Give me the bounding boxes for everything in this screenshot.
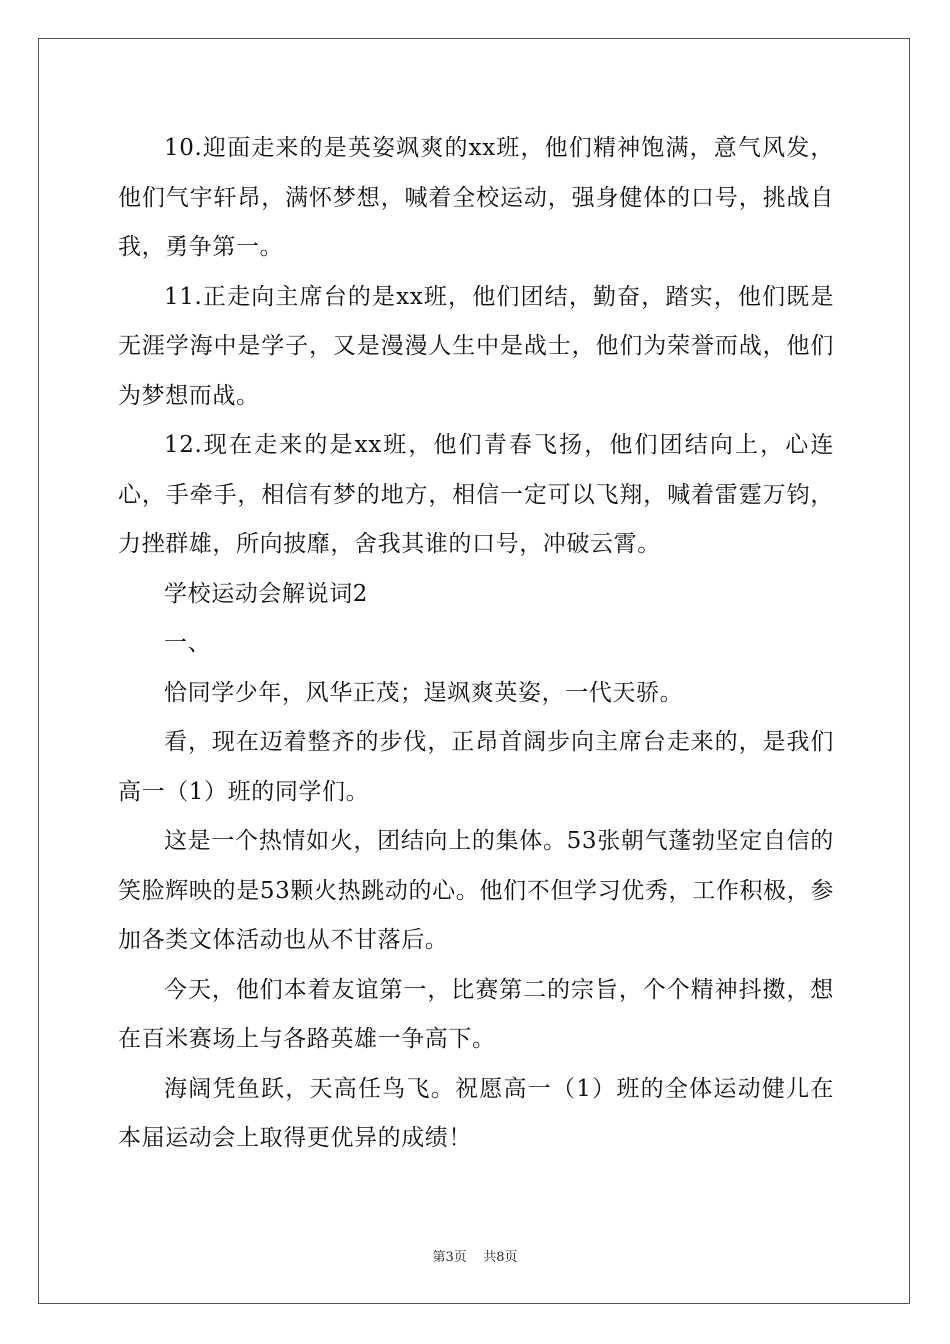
document-body [118,124,834,1164]
paragraph-collective: 这是一个热情如火，团结向上的集体。53张朝气蓬勃坚定自信的笑脸辉映的是53颗火热跳动的心。他们不但学习优秀，工作积极，参加各类文体活动也从不甘落后。 [118,828,834,953]
page-number: 第3页 [432,1250,467,1265]
paragraph-intro: 恰同学少年，风华正茂；逞飒爽英姿，一代天骄。 [164,679,684,706]
section-title: 学校运动会解说词2 [164,580,369,607]
paragraph-12: 12.现在走来的是xx班，他们青春飞扬，他们团结向上，心连心，手牵手，相信有梦的地方，相信一定可以飞翔，喊着雷霆万钧，力挫群雄，所向披靡，舍我其谁的口号，冲破云霄。 [118,432,834,557]
section-number: 一、 [164,630,212,656]
paragraph-today: 今天，他们本着友谊第一，比赛第二的宗旨，个个精神抖擞，想在百米赛场上与各路英雄一争高下。 [118,976,834,1052]
page-total: 共8页 [483,1250,518,1265]
page-footer [0,1246,950,1265]
paragraph-10: 10.迎面走来的是英姿飒爽的xx班，他们精神饱满，意气风发，他们气宇轩昂，满怀梦想，喊着全校运动，强身健体的口号，挑战自我，勇争第一。 [118,135,834,260]
paragraph-look: 看，现在迈着整齐的步伐，正昂首阔步向主席台走来的，是我们高一（1）班的同学们。 [118,729,834,805]
paragraph-wish: 海阔凭鱼跃，天高任鸟飞。祝愿高一（1）班的全体运动健儿在本届运动会上取得更优异的成绩！ [118,1075,834,1151]
paragraph-11: 11.正走向主席台的是xx班，他们团结，勤奋，踏实，他们既是无涯学海中是学子，又是漫漫人生中是战士，他们为荣誉而战，他们为梦想而战。 [118,283,834,409]
